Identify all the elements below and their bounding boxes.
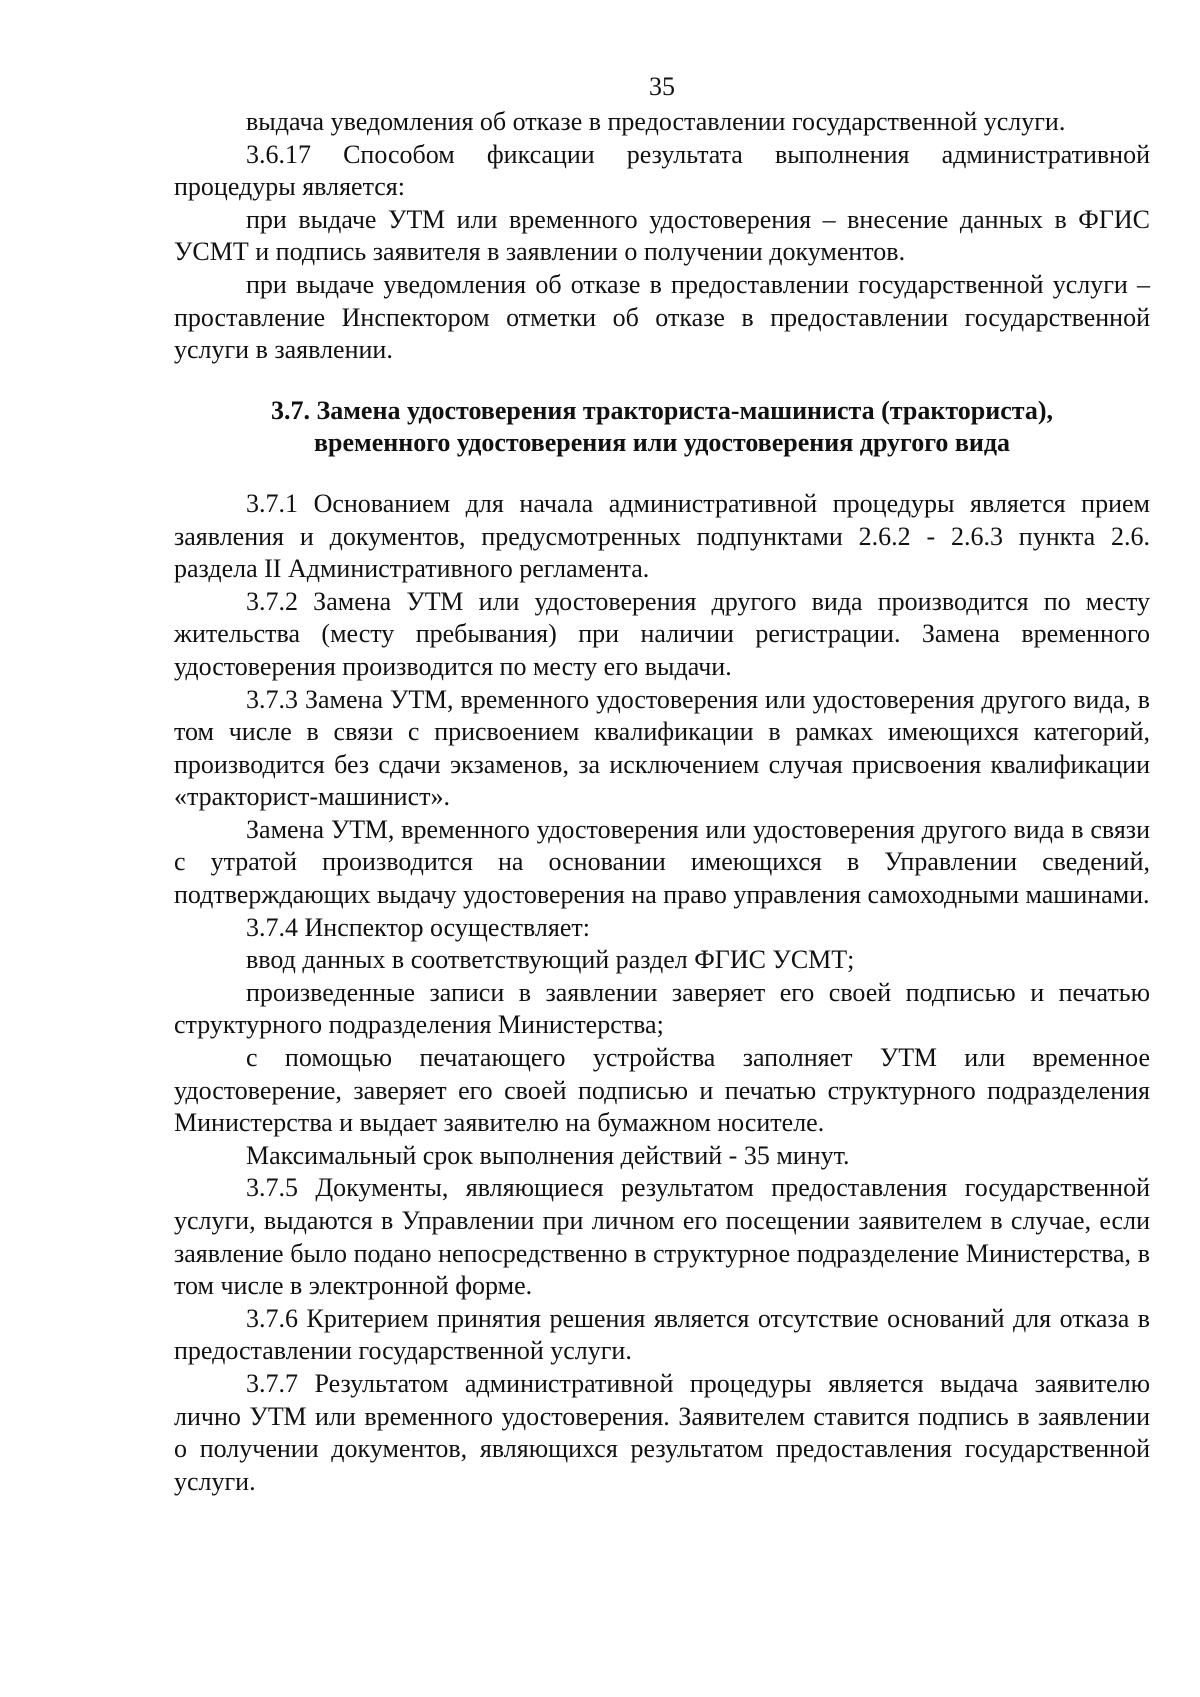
section-heading-line-2: временного удостоверения или удостоверения другого вида	[313, 428, 1011, 458]
paragraph-3-7-3: 3.7.3 Замена УТМ, временного удостоверения или удостоверения другого вида, в том числе в связи с присвоением квалификации в рамках имеющихся категорий, производится без сдачи экзаменов, за исключением случая присвоения квалификации «тракторист-машинист».	[174, 684, 1150, 812]
paragraph-3-7-7: 3.7.7 Результатом административной процедуры является выдача заявителю лично УТМ или временного удостоверения. Заявителем ставится подпись в заявлении о получении документов, являющихся результатом предоставления государственной услуги.	[174, 1368, 1150, 1496]
paragraph-3-6-17: 3.6.17 Способом фиксации результата выполнения административной процедуры является:	[174, 139, 1150, 202]
paragraph-3-7-1: 3.7.1 Основанием для начала административной процедуры является прием заявления и документов, предусмотренных подпунктами 2.6.2 - 2.6.3 пункта 2.6. раздела II Административного регламента.	[174, 488, 1150, 584]
paragraph-issue-refusal: при выдаче уведомления об отказе в предоставлении государственной услуги – проставление Инспектором отметки об отказе в предоставлении государственной услуги в заявлении.	[174, 269, 1150, 365]
section-heading-line-1: 3.7. Замена удостоверения тракториста-машиниста (тракториста),	[271, 395, 1053, 425]
paragraph-replacement-loss: Замена УТМ, временного удостоверения или удостоверения другого вида в связи с утратой производится на основании имеющихся в Управлении сведений, подтверждающих выдачу удостоверения на право управления самоходными машинами.	[174, 814, 1150, 910]
paragraph-data-entry: ввод данных в соответствующий раздел ФГИС УСМТ;	[246, 945, 855, 975]
section-heading-3-7	[174, 395, 1150, 460]
paragraph-3-7-4: 3.7.4 Инспектор осуществляет:	[246, 912, 590, 942]
paragraph-records-certify: произведенные записи в заявлении заверяет его своей подписью и печатью структурного подразделения Министерства;	[174, 977, 1150, 1040]
paragraph-max-time: Максимальный срок выполнения действий - 35 минут.	[246, 1140, 850, 1170]
paragraph-3-7-5: 3.7.5 Документы, являющиеся результатом предоставления государственной услуги, выдаются в Управлении при личном его посещении заявителем в случае, если заявление было подано непосредственно в структурное подразделение Министерства, в том числе в электронной форме.	[174, 1173, 1150, 1301]
paragraph-3-7-6: 3.7.6 Критерием принятия решения является отсутствие оснований для отказа в предоставлении государственной услуги.	[174, 1303, 1150, 1366]
paragraph-refusal-notice: выдача уведомления об отказе в предоставлении государственной услуги.	[246, 107, 1066, 136]
paragraph-printing-device: с помощью печатающего устройства заполняет УТМ или временное удостоверение, заверяет его своей подписью и печатью структурного подразделения Министерства и выдает заявителю на бумажном носителе.	[174, 1043, 1150, 1138]
paragraph-3-7-2: 3.7.2 Замена УТМ или удостоверения другого вида производится по месту жительства (месту пребывания) при наличии регистрации. Замена временного удостоверения производится по месту его выдачи.	[174, 586, 1150, 681]
paragraph-issue-utm: при выдаче УТМ или временного удостоверения – внесение данных в ФГИС УСМТ и подпись заявителя в заявлении о получении документов.	[174, 204, 1150, 267]
document-page	[174, 70, 1150, 1498]
page-number: 35	[649, 72, 675, 101]
